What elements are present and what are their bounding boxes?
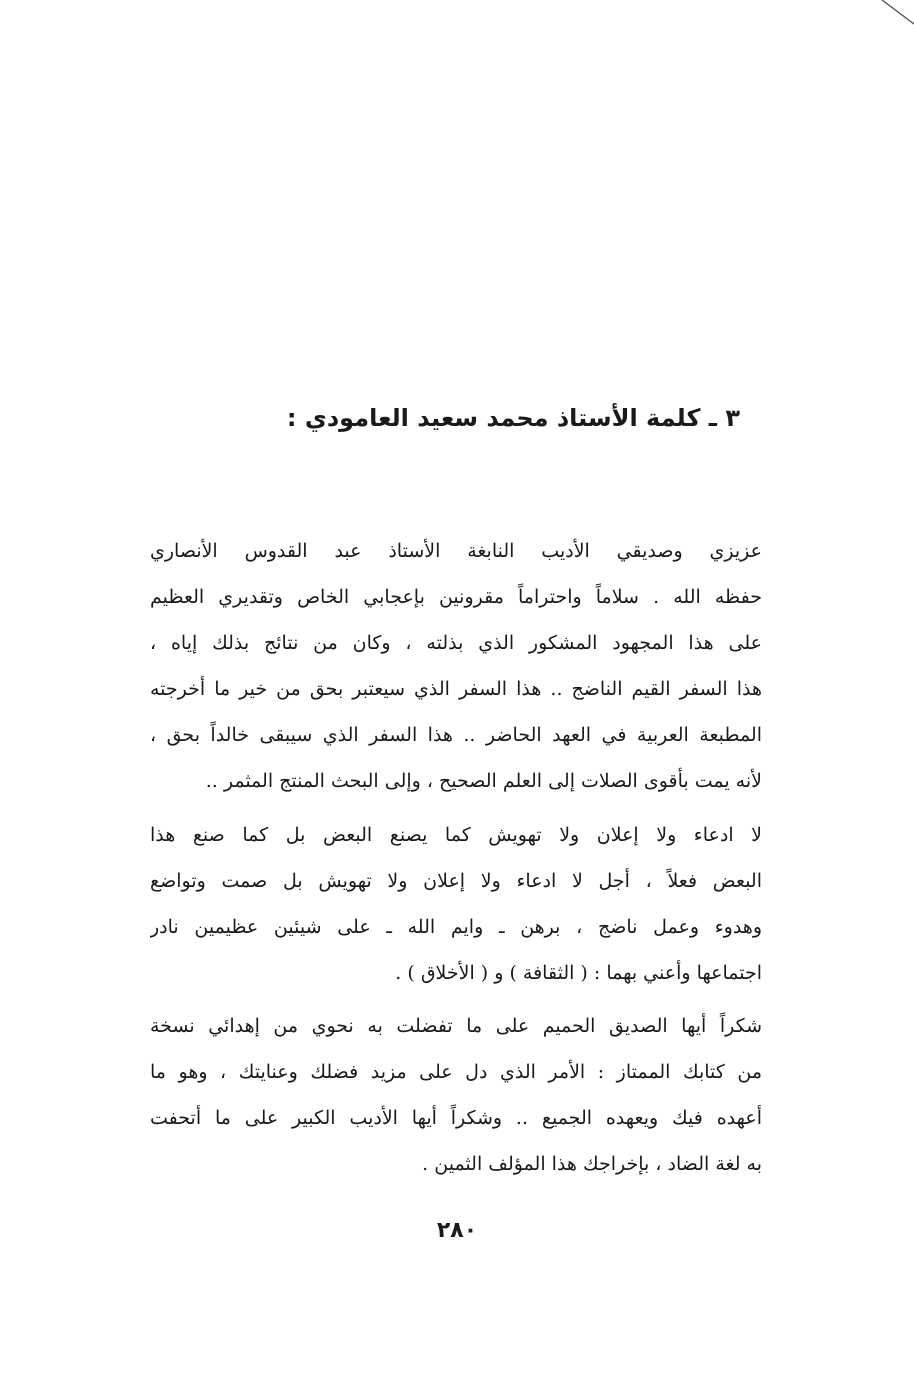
- paragraph-line: به لغة الضاد ، بإخراجك هذا المؤلف الثمين .: [422, 1153, 762, 1175]
- paragraph-line: حفظه الله . سلاماً واحتراماً مقرونين بإعجابي الخاص وتقديري العظيم: [150, 586, 762, 608]
- paragraph-line: لأنه يمت بأقوى الصلات إلى العلم الصحيح ، وإلى البحث المنتج المثمر ..: [205, 770, 762, 792]
- paragraph-line: لا ادعاء ولا إعلان ولا تهويش كما يصنع البعض بل كما صنع هذا: [150, 824, 762, 846]
- page-corner-fold-mark: [874, 0, 914, 30]
- paragraph-line: البعض فعلاً ، أجل لا ادعاء ولا إعلان ولا تهويش بل صمت وتواضع: [150, 870, 762, 892]
- paragraph-line: هذا السفر القيم الناضج .. هذا السفر الذي سيعتبر بحق من خير ما أخرجته: [150, 678, 762, 700]
- paragraph-2: [150, 812, 762, 996]
- paragraph-line: اجتماعها وأعني بهما : ( الثقافة ) و ( الأخلاق ) .: [395, 962, 762, 984]
- paragraph-line: عزيزي وصديقي الأديب النابغة الأستاذ عبد القدوس الأنصاري: [150, 540, 762, 562]
- paragraph-line: شكراً أيها الصديق الحميم على ما تفضلت به نحوي من إهدائي نسخة: [150, 1015, 762, 1037]
- paragraph-line: المطبعة العربية في العهد الحاضر .. هذا السفر الذي سيبقى خالداً بحق ،: [150, 724, 762, 746]
- paragraph-line: وهدوء وعمل ناضج ، برهن ـ وايم الله ـ على شيئين عظيمين نادر: [150, 916, 762, 938]
- paragraph-line: على هذا المجهود المشكور الذي بذلته ، وكان من نتائج بذلك إياه ،: [150, 632, 762, 654]
- page-number: ٢٨٠: [436, 1218, 478, 1243]
- paragraph-1: [150, 528, 762, 804]
- paragraph-line: أعهده فيك ويعهده الجميع .. وشكراً أيها الأديب الكبير على ما أتحفت: [150, 1107, 762, 1129]
- paragraph-3: [150, 1003, 762, 1187]
- section-heading: ٣ ـ كلمة الأستاذ محمد سعيد العامودي :: [286, 404, 740, 432]
- paragraph-line: من كتابك الممتاز : الأمر الذي دل على مزيد فضلك وعنايتك ، وهو ما: [150, 1061, 762, 1083]
